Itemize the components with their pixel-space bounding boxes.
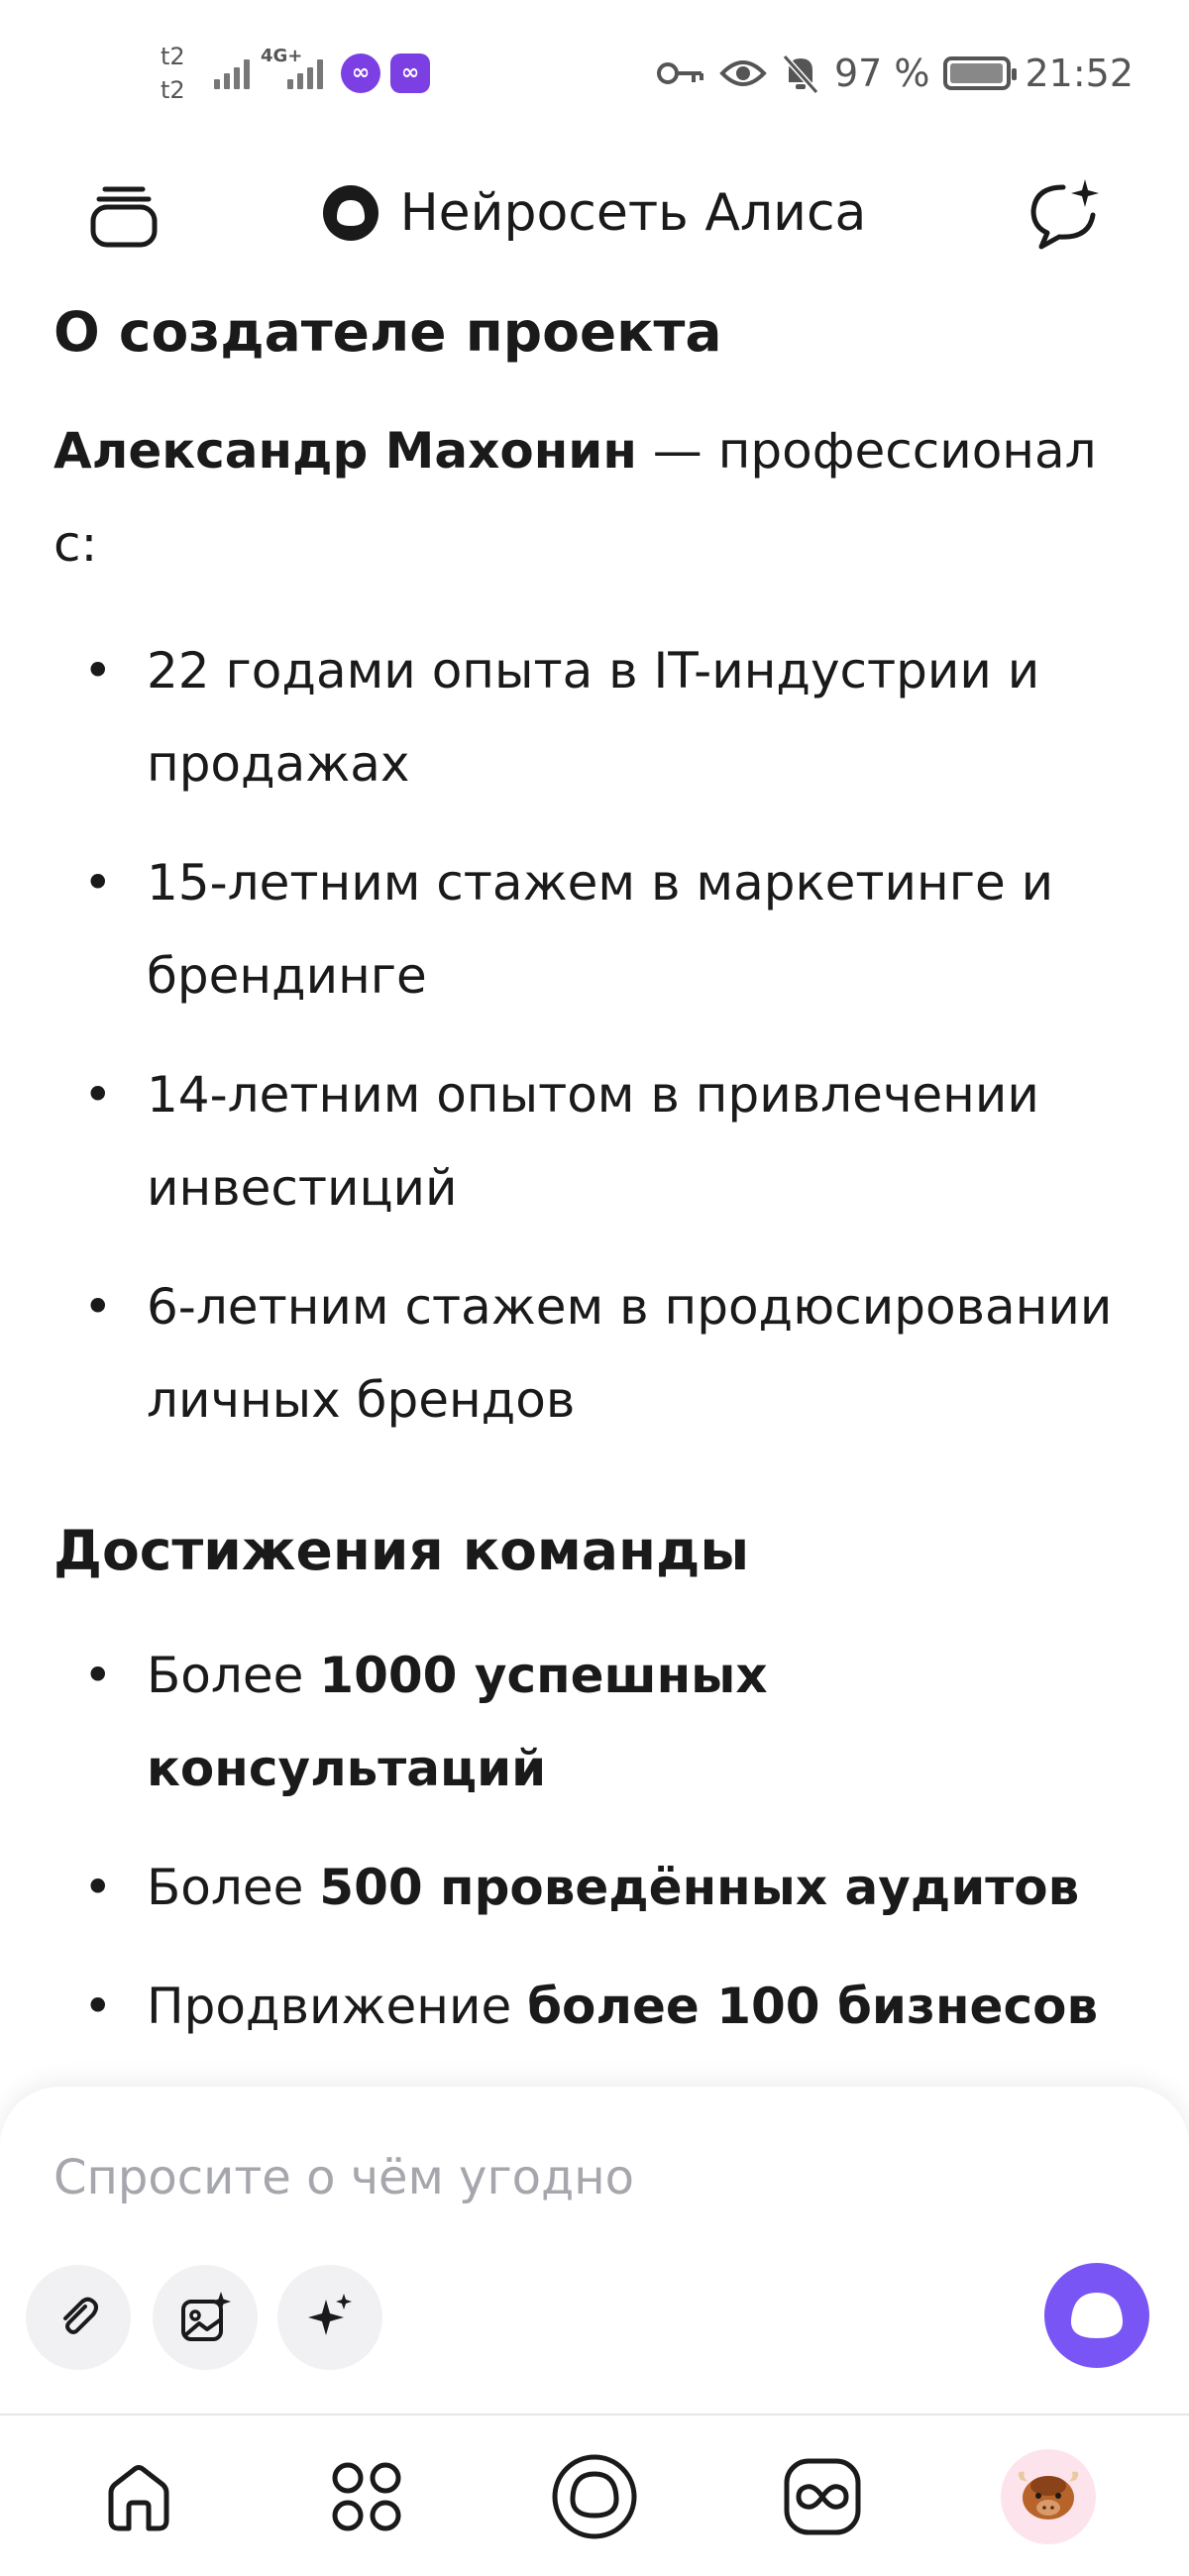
sparkle-icon — [302, 2290, 358, 2345]
section-heading-creator: О создателе проекта — [54, 300, 722, 364]
paperclip-icon — [54, 2293, 103, 2342]
status-bar — [0, 0, 1189, 149]
nav-services[interactable] — [307, 2437, 426, 2556]
battery-icon — [943, 56, 1011, 90]
nav-infinity[interactable] — [763, 2437, 882, 2556]
message-input[interactable] — [54, 2138, 1044, 2217]
list-item: • 6-летним стажем в продюсировании личных брендов — [54, 1260, 1134, 1447]
list-item: • 14-летним опытом в привлечении инвестиций — [54, 1048, 1134, 1234]
attach-file-button[interactable] — [26, 2265, 131, 2370]
signal-strength-2-icon — [287, 48, 323, 89]
profile-avatar — [1001, 2449, 1096, 2544]
achievement-prefix: Продвижение — [147, 1978, 528, 2035]
page-title: Нейросеть Алиса — [399, 183, 867, 243]
achievement-value: более 100 бизнесов — [527, 1978, 1099, 2035]
creator-intro — [54, 404, 1134, 590]
nav-alice[interactable] — [535, 2437, 654, 2556]
list-item — [54, 1841, 1134, 1934]
app-notification-icon: ∞ — [341, 54, 380, 93]
image-generate-button[interactable] — [153, 2265, 258, 2370]
creator-experience-list — [54, 624, 1134, 1447]
infinity-icon — [781, 2455, 864, 2538]
home-icon — [99, 2457, 178, 2536]
vpn-key-icon — [656, 58, 705, 88]
alice-voice-icon — [1067, 2289, 1127, 2342]
list-item: • 22 годами опыта в IT-индустрии и продажах — [54, 624, 1134, 810]
signal-strength-icon — [214, 48, 250, 89]
network-type: 4G+ — [261, 46, 303, 66]
services-grid-icon — [327, 2457, 406, 2536]
achievements-list — [54, 1629, 1134, 2053]
message-composer — [0, 2087, 1189, 2414]
creator-name: Александр Махонин — [54, 422, 637, 480]
section-heading-achievements: Достижения команды — [54, 1519, 750, 1582]
achievement-value: 500 проведённых аудитов — [319, 1859, 1080, 1916]
achievement-prefix: Более — [147, 1859, 320, 1916]
status-time: 21:52 — [1025, 52, 1134, 95]
carrier-1: t2 — [161, 43, 185, 70]
list-item — [54, 1960, 1134, 2053]
nav-home[interactable] — [79, 2437, 198, 2556]
nav-profile[interactable] — [989, 2437, 1108, 2556]
yak-avatar-icon — [1011, 2466, 1086, 2527]
battery-percent: 97 % — [833, 52, 930, 95]
achievement-prefix: Более — [147, 1647, 320, 1704]
app-header — [0, 149, 1189, 277]
bell-muted-icon — [781, 53, 820, 94]
creator-intro-text: — профессионал с: — [54, 422, 1097, 573]
alice-icon — [550, 2452, 639, 2541]
app-notification-2-icon: ∞ — [390, 54, 430, 93]
achievement-value: 1000 успешных консультаций — [147, 1647, 768, 1797]
alice-logo-icon — [323, 185, 378, 241]
new-chat-icon — [1026, 177, 1105, 253]
header-title-area[interactable] — [0, 178, 1189, 248]
alice-voice-button[interactable] — [1044, 2263, 1149, 2368]
carrier-2: t2 — [161, 76, 185, 104]
carrier-labels — [161, 40, 185, 107]
new-chat-button[interactable] — [1021, 170, 1110, 260]
status-right — [656, 44, 1134, 103]
list-item — [54, 1629, 1134, 1815]
bottom-navigation — [0, 2414, 1189, 2576]
image-generate-icon — [177, 2290, 233, 2345]
magic-features-button[interactable] — [277, 2265, 382, 2370]
chat-message-content — [54, 297, 1134, 2053]
list-item: • 15-летним стажем в маркетинге и брендинге — [54, 836, 1134, 1022]
eye-icon — [719, 57, 767, 89]
